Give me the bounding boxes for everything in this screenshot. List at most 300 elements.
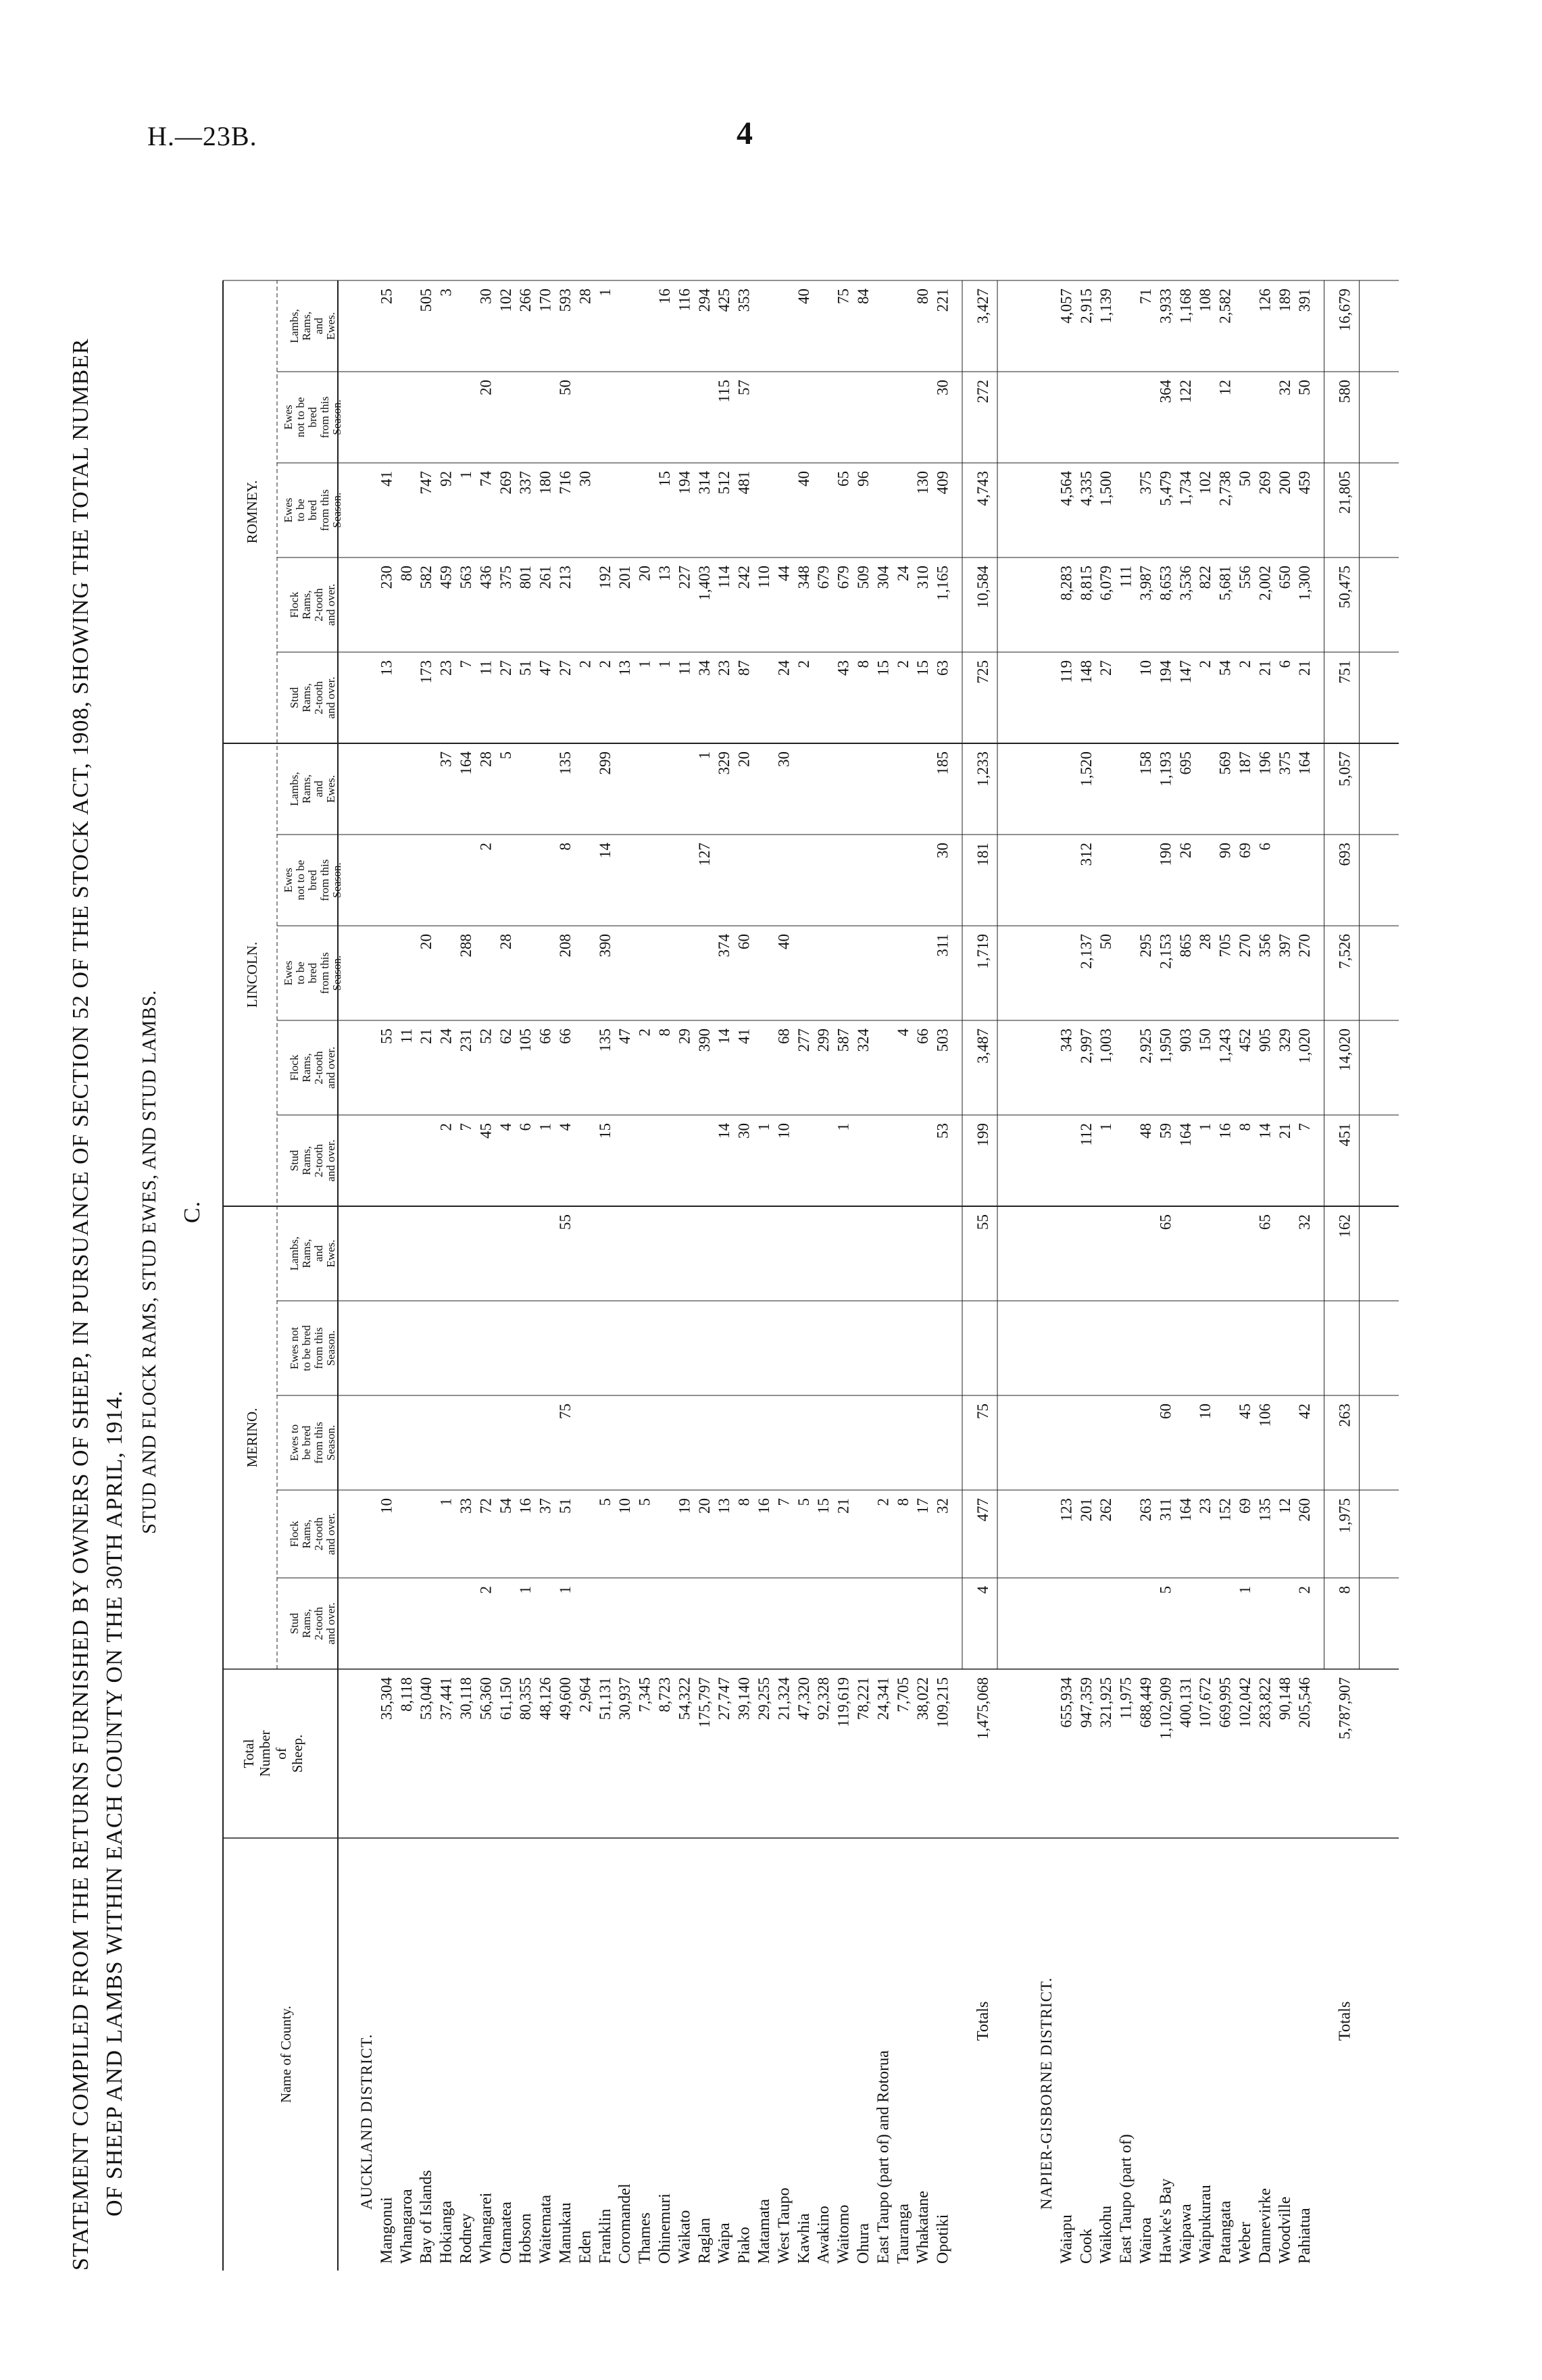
- table-cell: 2: [477, 843, 495, 851]
- table-cell: 63: [934, 660, 951, 676]
- table-cell: 2: [437, 1123, 455, 1131]
- column-subheader: Lambs,: [288, 309, 301, 343]
- table-cell: 213: [557, 566, 574, 589]
- column-subheader: Rams,: [300, 1146, 313, 1175]
- sheep-statistics-table: [47, 162, 1439, 2311]
- table-cell: 343: [1058, 1028, 1075, 1052]
- table-cell: 205,546: [1296, 1677, 1314, 1728]
- table-cell: 48,126: [537, 1677, 554, 1720]
- table-cell: 150: [1197, 1028, 1214, 1052]
- table-cell: 509: [855, 566, 872, 589]
- table-cell: 28: [497, 934, 514, 949]
- table-cell: 452: [1237, 1028, 1253, 1052]
- table-cell: 801: [517, 566, 534, 589]
- district-heading: NAPIER-GISBORNE DISTRICT.: [1038, 1977, 1055, 2210]
- column-subheader: not to be: [294, 397, 307, 438]
- table-cell: 105: [517, 1028, 534, 1052]
- table-cell: 40: [795, 471, 812, 487]
- column-subheader: Season.: [330, 862, 343, 898]
- table-cell: 42: [1296, 1404, 1314, 1419]
- table-cell: 353: [735, 289, 753, 312]
- table-cell: 7: [457, 1123, 474, 1131]
- column-subheader: Stud: [288, 687, 301, 709]
- county-name: Tauranga: [894, 2204, 912, 2264]
- column-subheader: Rams,: [300, 590, 313, 620]
- county-name: Waikato: [676, 2210, 694, 2264]
- column-subheader: Ewes: [282, 960, 295, 986]
- table-cell: 119: [1058, 660, 1075, 683]
- totals-cell: 263: [1336, 1404, 1353, 1427]
- column-subheader: not to be: [294, 860, 307, 901]
- table-cell: 44: [775, 566, 793, 581]
- table-cell: 312: [1077, 843, 1095, 866]
- table-cell: 54: [497, 1498, 514, 1514]
- table-cell: 51,131: [596, 1677, 614, 1720]
- table-cell: 69: [1237, 843, 1253, 858]
- total-column-header: Number: [257, 1730, 273, 1777]
- column-subheader: 2-tooth: [312, 588, 325, 622]
- table-cell: 21: [1296, 660, 1314, 676]
- table-cell: 2: [874, 1498, 892, 1506]
- table-cell: 4,335: [1077, 471, 1095, 506]
- table-cell: 277: [795, 1028, 812, 1052]
- table-cell: 66: [557, 1028, 574, 1044]
- table-cell: 8: [656, 1028, 673, 1037]
- table-cell: 48: [1137, 1123, 1154, 1139]
- table-cell: 5: [795, 1498, 812, 1506]
- table-cell: 13: [378, 660, 395, 676]
- column-subheader: 2-tooth: [312, 1606, 325, 1641]
- table-cell: 135: [557, 751, 574, 775]
- table-cell: 1: [457, 471, 474, 479]
- table-cell: 92: [437, 471, 455, 487]
- totals-cell: 4: [974, 1586, 991, 1594]
- table-cell: 3,536: [1176, 566, 1194, 601]
- county-name: Wairoa: [1137, 2217, 1155, 2264]
- table-cell: 80,355: [517, 1677, 534, 1720]
- table-cell: 196: [1256, 751, 1274, 775]
- table-cell: 170: [537, 289, 554, 312]
- table-cell: 2: [477, 1586, 495, 1594]
- table-cell: 52: [477, 1028, 495, 1044]
- table-cell: 30: [576, 471, 594, 487]
- table-cell: 66: [914, 1028, 932, 1044]
- table-cell: 8,283: [1058, 566, 1075, 601]
- column-subheader: Rams,: [300, 683, 313, 712]
- table-cell: 8,653: [1157, 566, 1174, 601]
- table-cell: 14: [716, 1028, 733, 1044]
- county-name: Waiapu: [1058, 2214, 1076, 2264]
- totals-cell: 199: [974, 1123, 991, 1147]
- district-heading: AUCKLAND DISTRICT.: [358, 2033, 375, 2210]
- table-cell: 49,600: [557, 1677, 574, 1720]
- county-name: East Taupo (part of) and Rotorua: [874, 2050, 893, 2264]
- totals-cell: 7,526: [1336, 934, 1353, 969]
- table-cell: 397: [1276, 934, 1293, 958]
- table-cell: 5: [636, 1498, 653, 1506]
- table-cell: 8,723: [656, 1677, 673, 1712]
- table-cell: 27,747: [716, 1677, 733, 1720]
- table-cell: 1: [636, 660, 653, 668]
- table-cell: 269: [497, 471, 514, 495]
- table-cell: 75: [557, 1404, 574, 1419]
- table-cell: 37,441: [437, 1677, 455, 1720]
- table-cell: 152: [1216, 1498, 1234, 1522]
- column-subheader: and: [312, 318, 325, 334]
- table-cell: 19: [676, 1498, 693, 1514]
- table-cell: 2,997: [1077, 1028, 1095, 1064]
- table-cell: 481: [735, 471, 753, 495]
- table-cell: 30,118: [457, 1677, 474, 1720]
- table-cell: 364: [1157, 380, 1174, 403]
- table-cell: 7,705: [894, 1677, 912, 1712]
- table-cell: 38,022: [914, 1677, 932, 1720]
- table-cell: 164: [457, 751, 474, 775]
- column-subheader: Ewes: [282, 405, 295, 430]
- table-cell: 55: [378, 1028, 395, 1044]
- table-cell: 194: [676, 471, 693, 495]
- county-name: East Taupo (part of): [1117, 2134, 1135, 2264]
- table-cell: 8: [855, 660, 872, 668]
- table-cell: 1: [835, 1123, 852, 1131]
- table-cell: 5: [596, 1498, 614, 1506]
- table-cell: 21: [418, 1028, 435, 1044]
- totals-cell: 8: [1336, 1586, 1353, 1594]
- totals-cell: 272: [974, 380, 991, 403]
- column-subheader: Rams,: [300, 1239, 313, 1268]
- table-cell: 221: [934, 289, 951, 312]
- column-subheader: be bred: [300, 1425, 313, 1460]
- county-name: Waitomo: [835, 2204, 853, 2264]
- table-cell: 119,619: [835, 1677, 852, 1727]
- table-cell: 23: [716, 660, 733, 676]
- table-cell: 69: [1237, 1498, 1253, 1514]
- table-cell: 2,925: [1137, 1028, 1154, 1064]
- table-cell: 295: [1137, 934, 1154, 958]
- table-cell: 201: [1077, 1498, 1095, 1522]
- table-cell: 311: [1157, 1498, 1174, 1521]
- county-name: Hokianga: [437, 2200, 455, 2264]
- table-cell: 208: [557, 934, 574, 958]
- table-cell: 56,360: [477, 1677, 495, 1720]
- column-subheader: Stud: [288, 1149, 301, 1172]
- county-name: Coromandel: [616, 2183, 635, 2264]
- county-name: Waikohu: [1097, 2205, 1116, 2264]
- table-cell: 7: [1296, 1123, 1314, 1131]
- table-cell: 563: [457, 566, 474, 589]
- table-cell: 28: [576, 289, 594, 304]
- table-cell: 299: [815, 1028, 832, 1052]
- table-cell: 34: [695, 660, 713, 676]
- table-cell: 23: [1197, 1498, 1214, 1514]
- table-cell: 374: [716, 934, 733, 958]
- table-cell: 180: [537, 471, 554, 495]
- table-cell: 266: [517, 289, 534, 312]
- table-cell: 78,221: [855, 1677, 872, 1720]
- table-cell: 200: [1276, 471, 1293, 495]
- table-cell: 50: [1296, 380, 1314, 395]
- table-cell: 2,153: [1157, 934, 1174, 969]
- table-cell: 12: [1276, 1498, 1293, 1514]
- table-cell: 90: [1216, 843, 1234, 858]
- totals-cell: 725: [974, 660, 991, 684]
- table-cell: 409: [934, 471, 951, 495]
- table-cell: 12: [1216, 380, 1234, 395]
- table-cell: 10: [775, 1123, 793, 1139]
- table-cell: 6: [1256, 843, 1274, 851]
- table-cell: 20: [695, 1498, 713, 1514]
- table-cell: 2: [636, 1028, 653, 1037]
- county-name: Piako: [735, 2227, 753, 2264]
- table-cell: 6: [1276, 660, 1293, 668]
- column-subheader: Rams,: [300, 1519, 313, 1549]
- table-cell: 27: [497, 660, 514, 676]
- table-cell: 102: [1197, 471, 1214, 495]
- column-subheader: Rams,: [300, 312, 313, 341]
- column-subheader: Rams,: [300, 774, 313, 803]
- totals-cell: 5,057: [1336, 751, 1353, 787]
- table-cell: 24,341: [874, 1677, 892, 1720]
- table-cell: 187: [1237, 751, 1253, 775]
- table-cell: 116: [676, 289, 693, 312]
- table-cell: 1,500: [1097, 471, 1115, 506]
- table-cell: 1: [596, 289, 614, 297]
- county-name: Cook: [1077, 2228, 1095, 2264]
- column-subheader: Lambs,: [288, 772, 301, 806]
- statement-subtitle: STUD AND FLOCK RAMS, STUD EWES, AND STUD LAMBS.: [139, 989, 160, 1534]
- table-cell: 50: [1237, 471, 1253, 487]
- table-cell: 8: [1237, 1123, 1253, 1131]
- table-cell: 72: [477, 1498, 495, 1514]
- table-cell: 74: [477, 471, 495, 487]
- table-cell: 32: [1276, 380, 1293, 395]
- county-name: Waipukurau: [1197, 2185, 1215, 2264]
- column-subheader: Season.: [324, 1330, 337, 1366]
- table-cell: 905: [1256, 1028, 1274, 1052]
- table-cell: 192: [596, 566, 614, 589]
- table-cell: 30: [477, 289, 495, 304]
- totals-label: Totals: [1336, 2001, 1354, 2041]
- column-subheader: and: [312, 1245, 325, 1262]
- table-cell: 47: [616, 1028, 634, 1044]
- table-cell: 1: [656, 660, 673, 668]
- table-cell: 556: [1237, 566, 1253, 589]
- table-cell: 27: [557, 660, 574, 676]
- table-cell: 1: [1197, 1123, 1214, 1131]
- table-cell: 650: [1276, 566, 1293, 589]
- table-cell: 32: [934, 1498, 951, 1514]
- table-cell: 30: [775, 751, 793, 767]
- county-name: Ohura: [855, 2223, 872, 2264]
- county-name: Rodney: [457, 2213, 475, 2264]
- table-cell: 262: [1097, 1498, 1115, 1522]
- table-cell: 40: [775, 934, 793, 949]
- table-cell: 65: [1256, 1214, 1274, 1230]
- column-subheader: 2-tooth: [312, 1051, 325, 1085]
- table-cell: 109,215: [934, 1677, 951, 1728]
- table-cell: 14: [596, 843, 614, 858]
- table-cell: 62: [497, 1028, 514, 1044]
- table-cell: 1: [755, 1123, 772, 1131]
- table-cell: 115: [716, 380, 733, 403]
- column-subheader: Season.: [330, 955, 343, 991]
- table-cell: 29: [676, 1028, 693, 1044]
- county-name: Hawke's Bay: [1157, 2178, 1175, 2264]
- table-cell: 390: [596, 934, 614, 958]
- column-subheader: 2-tooth: [312, 680, 325, 715]
- county-name: Whangaroa: [397, 2189, 416, 2264]
- table-cell: 148: [1077, 660, 1095, 684]
- table-cell: 2,137: [1077, 934, 1095, 969]
- county-name: Waipawa: [1176, 2204, 1195, 2264]
- column-subheader: bred: [306, 962, 319, 984]
- table-cell: 175,797: [695, 1677, 713, 1728]
- column-subheader: bred: [306, 499, 319, 521]
- table-cell: 27: [1097, 660, 1115, 676]
- table-cell: 135: [596, 1028, 614, 1052]
- table-cell: 45: [477, 1123, 495, 1139]
- column-subheader: Flock: [288, 591, 301, 618]
- table-cell: 55: [557, 1214, 574, 1230]
- county-name: Awakino: [815, 2206, 833, 2264]
- column-subheader: to be: [294, 962, 307, 985]
- breed-header-lincoln: LINCOLN.: [244, 941, 260, 1008]
- table-cell: 66: [537, 1028, 554, 1044]
- table-cell: 4,057: [1058, 289, 1075, 324]
- column-subheader: to be: [294, 499, 307, 522]
- table-cell: 41: [378, 471, 395, 487]
- table-cell: 1: [437, 1498, 455, 1506]
- statement-title: STATEMENT COMPILED FROM THE RETURNS FURNISHED BY OWNERS OF SHEEP, IN PURSUANCE OF SECTION 52 OF THE STOCK ACT, 1908, SHOWING THE TOTAL NUMBER: [68, 338, 93, 2271]
- breed-header-romney: ROMNEY.: [244, 480, 260, 544]
- column-subheader: Flock: [288, 1520, 301, 1547]
- table-cell: 1,003: [1097, 1028, 1115, 1064]
- table-cell: 51: [557, 1498, 574, 1514]
- column-subheader: Rams,: [300, 1609, 313, 1638]
- table-cell: 311: [934, 934, 951, 957]
- table-cell: 11: [477, 660, 495, 676]
- table-cell: 39,140: [735, 1677, 753, 1720]
- page-reference: H.—23B.: [147, 121, 257, 151]
- table-cell: 50: [1097, 934, 1115, 949]
- table-cell: 20: [418, 934, 435, 949]
- table-cell: 242: [735, 566, 753, 589]
- table-cell: 87: [735, 660, 753, 676]
- table-cell: 37: [537, 1498, 554, 1514]
- table-cell: 299: [596, 751, 614, 775]
- table-cell: 123: [1058, 1498, 1075, 1522]
- table-cell: 24: [775, 660, 793, 676]
- column-subheader: and over.: [324, 1602, 337, 1645]
- breed-header-merino: MERINO.: [244, 1408, 260, 1468]
- table-cell: 30: [934, 843, 951, 858]
- column-subheader: Ewes.: [324, 774, 337, 803]
- column-subheader: Flock: [288, 1054, 301, 1081]
- table-cell: 11: [676, 660, 693, 676]
- county-name: Manukau: [557, 2202, 574, 2264]
- table-cell: 147: [1176, 660, 1194, 684]
- table-cell: 6: [517, 1123, 534, 1131]
- totals-cell: 693: [1336, 843, 1353, 866]
- table-cell: 227: [676, 566, 693, 589]
- county-name: Mangonui: [378, 2197, 396, 2264]
- table-cell: 173: [418, 660, 435, 684]
- table-cell: 679: [815, 566, 832, 589]
- table-cell: 26: [1176, 843, 1194, 858]
- table-cell: 201: [616, 566, 634, 589]
- table-cell: 6,079: [1097, 566, 1115, 601]
- county-name: Weber: [1237, 2221, 1254, 2264]
- table-cell: 65: [835, 471, 852, 487]
- totals-cell: 55: [974, 1214, 991, 1230]
- county-name: Woodville: [1276, 2196, 1294, 2264]
- totals-cell: 181: [974, 843, 991, 866]
- table-cell: 3,987: [1137, 566, 1154, 601]
- county-name: Waitemata: [537, 2194, 555, 2264]
- table-cell: 2: [1237, 660, 1253, 668]
- table-cell: 3: [437, 289, 455, 297]
- table-cell: 269: [1256, 471, 1274, 495]
- table-cell: 102: [497, 289, 514, 312]
- county-column-header: Name of County.: [278, 2006, 294, 2103]
- table-cell: 80: [914, 289, 932, 304]
- table-cell: 164: [1176, 1123, 1194, 1147]
- column-subheader: from this: [312, 1327, 325, 1369]
- table-cell: 164: [1296, 751, 1314, 775]
- rotated-statement: [47, 162, 1439, 2311]
- total-column-header: Total: [241, 1739, 257, 1768]
- table-cell: 164: [1176, 1498, 1194, 1522]
- table-cell: 189: [1276, 289, 1293, 312]
- column-subheader: Ewes.: [324, 312, 337, 341]
- totals-cell: 4,743: [974, 471, 991, 506]
- table-cell: 903: [1176, 1028, 1194, 1052]
- table-cell: 5,681: [1216, 566, 1234, 601]
- table-cell: 10: [1137, 660, 1154, 676]
- column-subheader: from this: [318, 952, 331, 994]
- totals-cell: 3,487: [974, 1028, 991, 1064]
- table-cell: 96: [855, 471, 872, 487]
- county-name: Bay of Islands: [418, 2170, 436, 2264]
- table-cell: 391: [1296, 289, 1314, 312]
- table-cell: 60: [735, 934, 753, 949]
- table-cell: 2: [1296, 1586, 1314, 1594]
- table-cell: 16: [1216, 1123, 1234, 1139]
- table-cell: 13: [616, 660, 634, 676]
- column-subheader: Season.: [330, 399, 343, 435]
- table-cell: 21: [1276, 1123, 1293, 1139]
- table-cell: 1,520: [1077, 751, 1095, 787]
- column-subheader: bred: [306, 407, 319, 428]
- table-cell: 747: [418, 471, 435, 495]
- county-name: Whangarei: [477, 2192, 495, 2264]
- table-cell: 29,255: [755, 1677, 772, 1720]
- table-cell: 127: [695, 843, 713, 866]
- table-cell: 21: [1256, 660, 1274, 676]
- table-cell: 261: [537, 566, 554, 589]
- table-cell: 59: [1157, 1123, 1174, 1139]
- table-cell: 15: [815, 1498, 832, 1514]
- table-cell: 1,168: [1176, 289, 1194, 324]
- table-cell: 24: [894, 566, 912, 581]
- table-cell: 375: [1137, 471, 1154, 495]
- table-cell: 106: [1256, 1404, 1274, 1427]
- table-cell: 43: [835, 660, 852, 676]
- table-cell: 7: [457, 660, 474, 668]
- table-cell: 459: [437, 566, 455, 589]
- table-cell: 30: [735, 1123, 753, 1139]
- totals-cell: 1,233: [974, 751, 991, 787]
